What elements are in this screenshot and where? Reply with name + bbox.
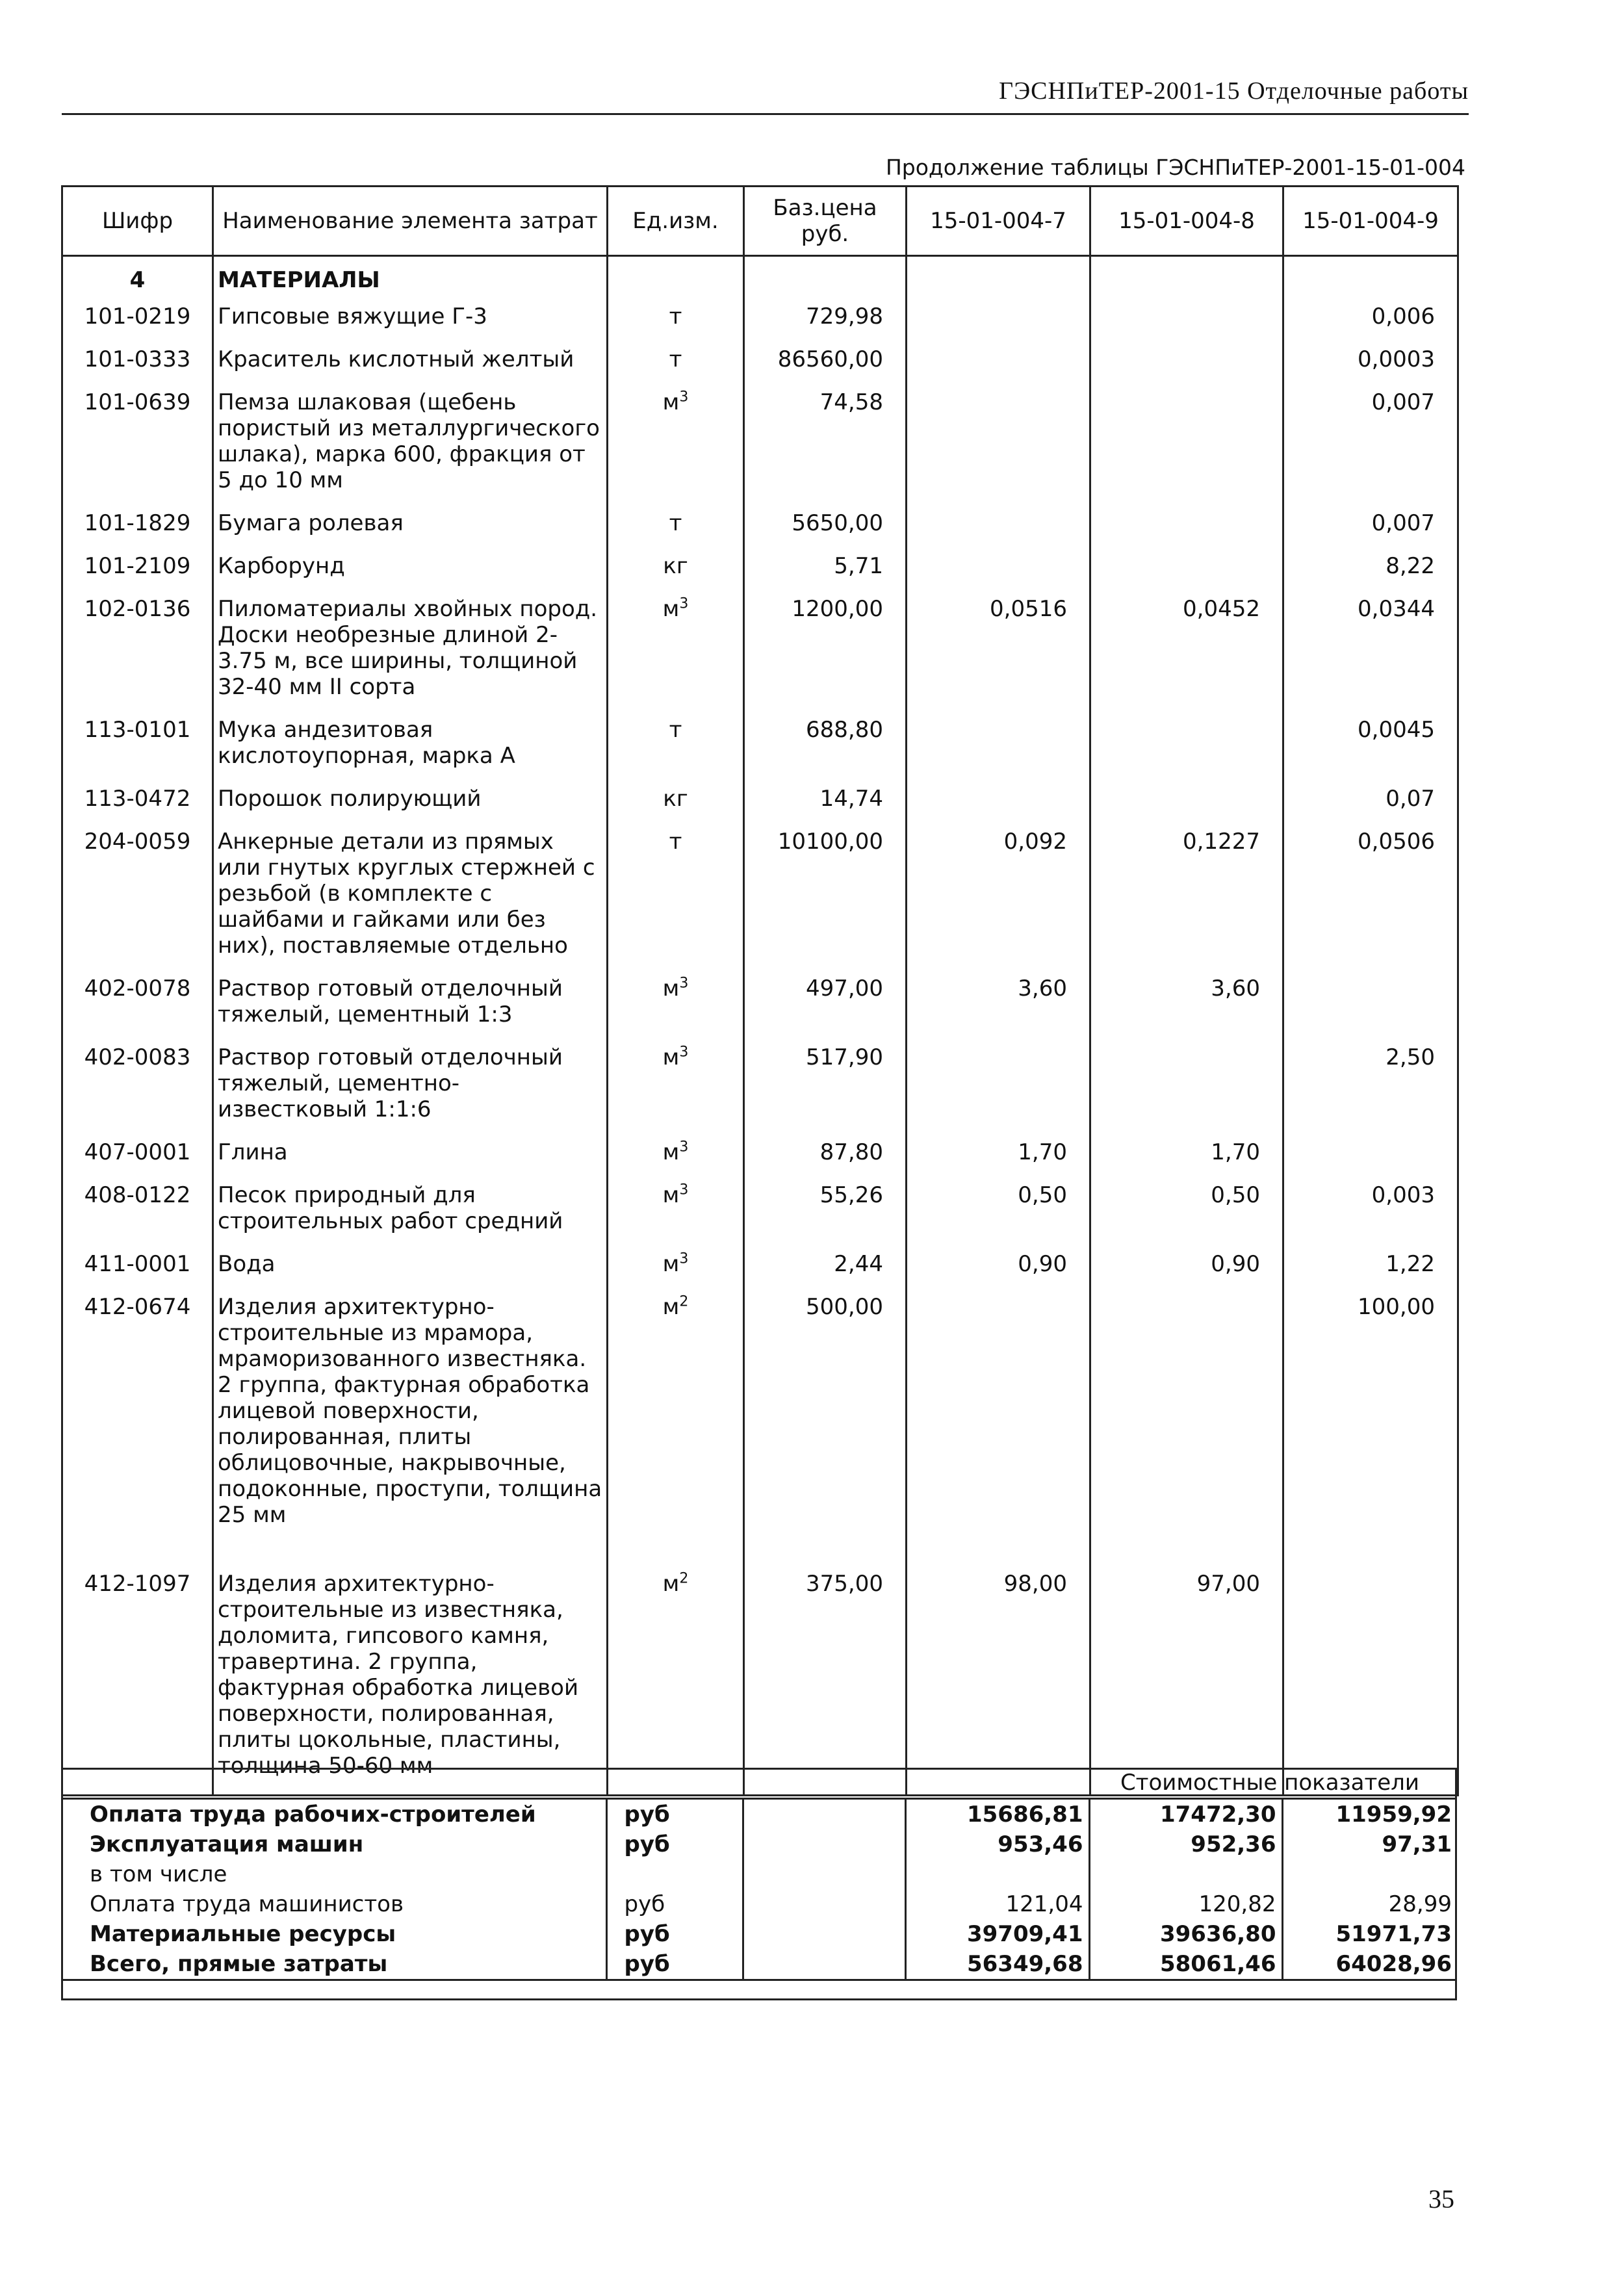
totals-empty-price [743,1919,905,1949]
resource-name: Вода [213,1245,608,1287]
value-15-01-004-8: 1,70 [1090,1133,1283,1176]
cost-indicators-caption: Стоимостные показатели [61,1768,1457,1799]
resource-name: Мука андезитовая кислотоупорная, марка А [213,710,608,779]
unit-cell [608,710,744,779]
base-price: 55,26 [744,1176,907,1245]
value-15-01-004-9 [1283,1133,1458,1176]
resource-code: 411-0001 [62,1245,213,1287]
unit-exponent: 2 [679,1293,689,1310]
totals-unit: руб [606,1919,743,1949]
totals-row [61,1949,1457,1980]
totals-row [61,1889,1457,1919]
value-15-01-004-9: 2,50 [1283,1038,1458,1133]
value-15-01-004-8 [1090,340,1283,383]
table-header-row [62,187,1458,256]
resource-code: 101-0333 [62,340,213,383]
base-price: 74,58 [744,383,907,504]
resource-name: Порошок полирующий [213,779,608,822]
table-continuation-caption: Продолжение таблицы ГЭСНПиТЕР-2001-15-01-004 [885,155,1465,180]
col-header-price: Баз.цена руб. [744,187,907,256]
resource-code: 402-0083 [62,1038,213,1133]
resource-code: 101-0639 [62,383,213,504]
totals-15-01-004-9 [1282,1859,1457,1889]
value-15-01-004-8: 3,60 [1090,969,1283,1038]
value-15-01-004-8: 0,0452 [1090,589,1283,710]
unit-cell [608,340,744,383]
unit: м [662,596,680,622]
unit: м [662,1139,680,1165]
unit-exponent: 3 [679,1182,689,1198]
cost-indicators-table [61,1768,1457,1981]
unit-cell [608,297,744,340]
value-15-01-004-7: 0,50 [907,1176,1090,1245]
unit-exponent: 2 [679,1570,689,1587]
table-row [62,710,1458,779]
totals-15-01-004-9: 11959,92 [1282,1799,1457,1830]
table-row [62,589,1458,710]
value-15-01-004-9: 0,0003 [1283,340,1458,383]
base-price: 14,74 [744,779,907,822]
totals-empty-price [743,1799,905,1830]
section-number: 4 [62,256,213,298]
value-15-01-004-9: 0,007 [1283,383,1458,504]
col-header-code: Шифр [62,187,213,256]
base-price: 87,80 [744,1133,907,1176]
unit: м [662,1571,680,1597]
totals-15-01-004-9: 64028,96 [1282,1949,1457,1980]
resource-code: 101-2109 [62,547,213,589]
cost-indicators-caption-row [61,1768,1457,1799]
value-15-01-004-9: 0,07 [1283,779,1458,822]
table-row [62,1176,1458,1245]
totals-row [61,1919,1457,1949]
unit: т [669,304,682,329]
resource-code: 101-0219 [62,297,213,340]
unit-exponent: 3 [679,1250,689,1267]
value-15-01-004-9: 0,0344 [1283,589,1458,710]
unit-cell [608,1245,744,1287]
table-row [62,340,1458,383]
col-header-15-01-004-8: 15-01-004-8 [1090,187,1283,256]
totals-15-01-004-7: 56349,68 [905,1949,1089,1980]
value-15-01-004-7: 98,00 [907,1564,1090,1796]
value-15-01-004-7 [907,504,1090,547]
value-15-01-004-8: 0,90 [1090,1245,1283,1287]
unit: м [662,1251,680,1277]
section-title: МАТЕРИАЛЫ [213,256,608,298]
value-15-01-004-9 [1283,1564,1458,1796]
resource-name: Пемза шлаковая (щебень пористый из металлургического шлака), марка 600, фракция от 5 до 10 мм [213,383,608,504]
value-15-01-004-8 [1090,297,1283,340]
totals-15-01-004-8: 58061,46 [1089,1949,1282,1980]
value-15-01-004-9: 0,0045 [1283,710,1458,779]
value-15-01-004-7 [907,547,1090,589]
value-15-01-004-9: 0,0506 [1283,822,1458,969]
resource-name: Изделия архитектурно-строительные из известняка, доломита, гипсового камня, травертина. 2 группа, фактурная обработка лицевой поверхности, полированная, плиты цокольные, пластины, толщина 50-60 мм [213,1564,608,1796]
base-price: 1200,00 [744,589,907,710]
totals-label: Оплата труда рабочих-строителей [90,1802,536,1828]
resource-name: Бумага ролевая [213,504,608,547]
header-title: ГЭСНПиТЕР-2001-15 Отделочные работы [999,77,1469,105]
base-price: 10100,00 [744,822,907,969]
totals-15-01-004-9: 97,31 [1282,1829,1457,1859]
resource-name: Изделия архитектурно-строительные из мрамора, мраморизованного известняка. 2 группа, фактурная обработка лицевой поверхности, полированная, плиты облицовочные, накрывочные, подоконные, проступи, толщина 25 мм [213,1287,608,1564]
base-price: 500,00 [744,1287,907,1564]
col-header-15-01-004-7: 15-01-004-7 [907,187,1090,256]
value-15-01-004-8: 97,00 [1090,1564,1283,1796]
unit-cell [608,1564,744,1796]
totals-unit: руб [606,1799,743,1830]
totals-15-01-004-7: 39709,41 [905,1919,1089,1949]
base-price: 729,98 [744,297,907,340]
table-row [62,1038,1458,1133]
resource-code: 113-0101 [62,710,213,779]
col-header-unit: Ед.изм. [608,187,744,256]
unit: т [669,829,682,855]
totals-15-01-004-8 [1089,1859,1282,1889]
value-15-01-004-8 [1090,547,1283,589]
value-15-01-004-9: 0,003 [1283,1176,1458,1245]
resource-code: 412-0674 [62,1287,213,1564]
unit: кг [663,553,688,579]
unit: м [662,1294,680,1320]
table-row [62,1245,1458,1287]
resource-name: Пиломатериалы хвойных пород. Доски необрезные длиной 2-3.75 м, все ширины, толщиной 32-40 мм II сорта [213,589,608,710]
totals-15-01-004-8: 39636,80 [1089,1919,1282,1949]
totals-row [61,1829,1457,1859]
base-price: 5,71 [744,547,907,589]
base-price: 375,00 [744,1564,907,1796]
totals-15-01-004-8: 17472,30 [1089,1799,1282,1830]
value-15-01-004-8 [1090,1038,1283,1133]
totals-empty-price [743,1859,905,1889]
totals-label: Оплата труда машинистов [90,1891,404,1917]
value-15-01-004-7 [907,1287,1090,1564]
resource-code: 408-0122 [62,1176,213,1245]
unit-cell [608,822,744,969]
totals-row [61,1859,1457,1889]
value-15-01-004-7: 0,90 [907,1245,1090,1287]
unit-cell [608,969,744,1038]
totals-label: Материальные ресурсы [90,1921,396,1947]
value-15-01-004-9: 8,22 [1283,547,1458,589]
totals-unit: руб [606,1829,743,1859]
value-15-01-004-7 [907,340,1090,383]
page-number: 35 [1428,2184,1454,2214]
unit-cell [608,504,744,547]
totals-empty-price [743,1889,905,1919]
totals-unit [606,1859,743,1889]
table-row [62,383,1458,504]
table-row [62,822,1458,969]
totals-15-01-004-7: 953,46 [905,1829,1089,1859]
resource-name: Песок природный для строительных работ средний [213,1176,608,1245]
unit-cell [608,1038,744,1133]
resource-code: 407-0001 [62,1133,213,1176]
unit-cell [608,1287,744,1564]
value-15-01-004-7: 0,0516 [907,589,1090,710]
totals-label: в том числе [90,1861,227,1887]
unit-exponent: 3 [679,1139,689,1156]
value-15-01-004-9: 100,00 [1283,1287,1458,1564]
unit-exponent: 3 [679,389,689,406]
value-15-01-004-8 [1090,710,1283,779]
unit: м [662,1182,680,1208]
materials-table [61,185,1459,1796]
resource-name: Краситель кислотный желтый [213,340,608,383]
value-15-01-004-9: 1,22 [1283,1245,1458,1287]
base-price: 517,90 [744,1038,907,1133]
unit: т [669,346,682,372]
unit: м [662,976,680,1001]
unit-cell [608,547,744,589]
value-15-01-004-9: 0,007 [1283,504,1458,547]
col-header-15-01-004-9: 15-01-004-9 [1283,187,1458,256]
value-15-01-004-7 [907,1038,1090,1133]
totals-15-01-004-7 [905,1859,1089,1889]
resource-code: 412-1097 [62,1564,213,1796]
value-15-01-004-9 [1283,969,1458,1038]
value-15-01-004-8 [1090,383,1283,504]
unit-exponent: 3 [679,1044,689,1061]
base-price: 497,00 [744,969,907,1038]
unit-cell [608,1176,744,1245]
value-15-01-004-9: 0,006 [1283,297,1458,340]
table-row [62,969,1458,1038]
unit: м [662,389,680,415]
resource-code: 101-1829 [62,504,213,547]
unit: т [669,717,682,743]
resource-name: Гипсовые вяжущие Г-3 [213,297,608,340]
value-15-01-004-7: 3,60 [907,969,1090,1038]
resource-name: Карборунд [213,547,608,589]
totals-empty-price [743,1829,905,1859]
table-row [62,547,1458,589]
value-15-01-004-8 [1090,779,1283,822]
value-15-01-004-8: 0,50 [1090,1176,1283,1245]
totals-15-01-004-8: 120,82 [1089,1889,1282,1919]
resource-code: 113-0472 [62,779,213,822]
base-price: 688,80 [744,710,907,779]
value-15-01-004-7 [907,710,1090,779]
value-15-01-004-8: 0,1227 [1090,822,1283,969]
resource-name: Раствор готовый отделочный тяжелый, цементно-известковый 1:1:6 [213,1038,608,1133]
value-15-01-004-7: 0,092 [907,822,1090,969]
base-price: 5650,00 [744,504,907,547]
value-15-01-004-7 [907,383,1090,504]
unit-cell [608,383,744,504]
table-row [62,1133,1458,1176]
unit-exponent: 3 [679,975,689,992]
base-price: 86560,00 [744,340,907,383]
unit: м [662,1044,680,1070]
totals-15-01-004-7: 121,04 [905,1889,1089,1919]
table-row [62,1564,1458,1796]
totals-15-01-004-9: 28,99 [1282,1889,1457,1919]
totals-unit: руб [606,1949,743,1980]
section-row [62,256,1458,298]
totals-empty-price [743,1949,905,1980]
value-15-01-004-7 [907,779,1090,822]
table-row [62,779,1458,822]
unit-exponent: 3 [679,595,689,612]
unit-cell [608,779,744,822]
table-row [62,1287,1458,1564]
resource-name: Анкерные детали из прямых или гнутых круглых стержней с резьбой (в комплекте с шайбами и гайками или без них), поставляемые отдельно [213,822,608,969]
resource-code: 402-0078 [62,969,213,1038]
table-row [62,504,1458,547]
totals-label: Всего, прямые затраты [61,1949,606,1980]
totals-15-01-004-8: 952,36 [1089,1829,1282,1859]
resource-code: 204-0059 [62,822,213,969]
totals-15-01-004-9: 51971,73 [1282,1919,1457,1949]
value-15-01-004-7: 1,70 [907,1133,1090,1176]
value-15-01-004-8 [1090,504,1283,547]
totals-row [61,1799,1457,1830]
value-15-01-004-7 [907,297,1090,340]
unit: кг [663,786,688,812]
unit-cell [608,1133,744,1176]
base-price: 2,44 [744,1245,907,1287]
running-header [62,71,1469,115]
resource-name: Раствор готовый отделочный тяжелый, цементный 1:3 [213,969,608,1038]
totals-label: Эксплуатация машин [90,1831,364,1857]
totals-15-01-004-7: 15686,81 [905,1799,1089,1830]
table-row [62,297,1458,340]
totals-unit: руб [606,1889,743,1919]
unit: т [669,510,682,536]
col-header-name: Наименование элемента затрат [213,187,608,256]
value-15-01-004-8 [1090,1287,1283,1564]
resource-code: 102-0136 [62,589,213,710]
unit-cell [608,589,744,710]
resource-name: Глина [213,1133,608,1176]
